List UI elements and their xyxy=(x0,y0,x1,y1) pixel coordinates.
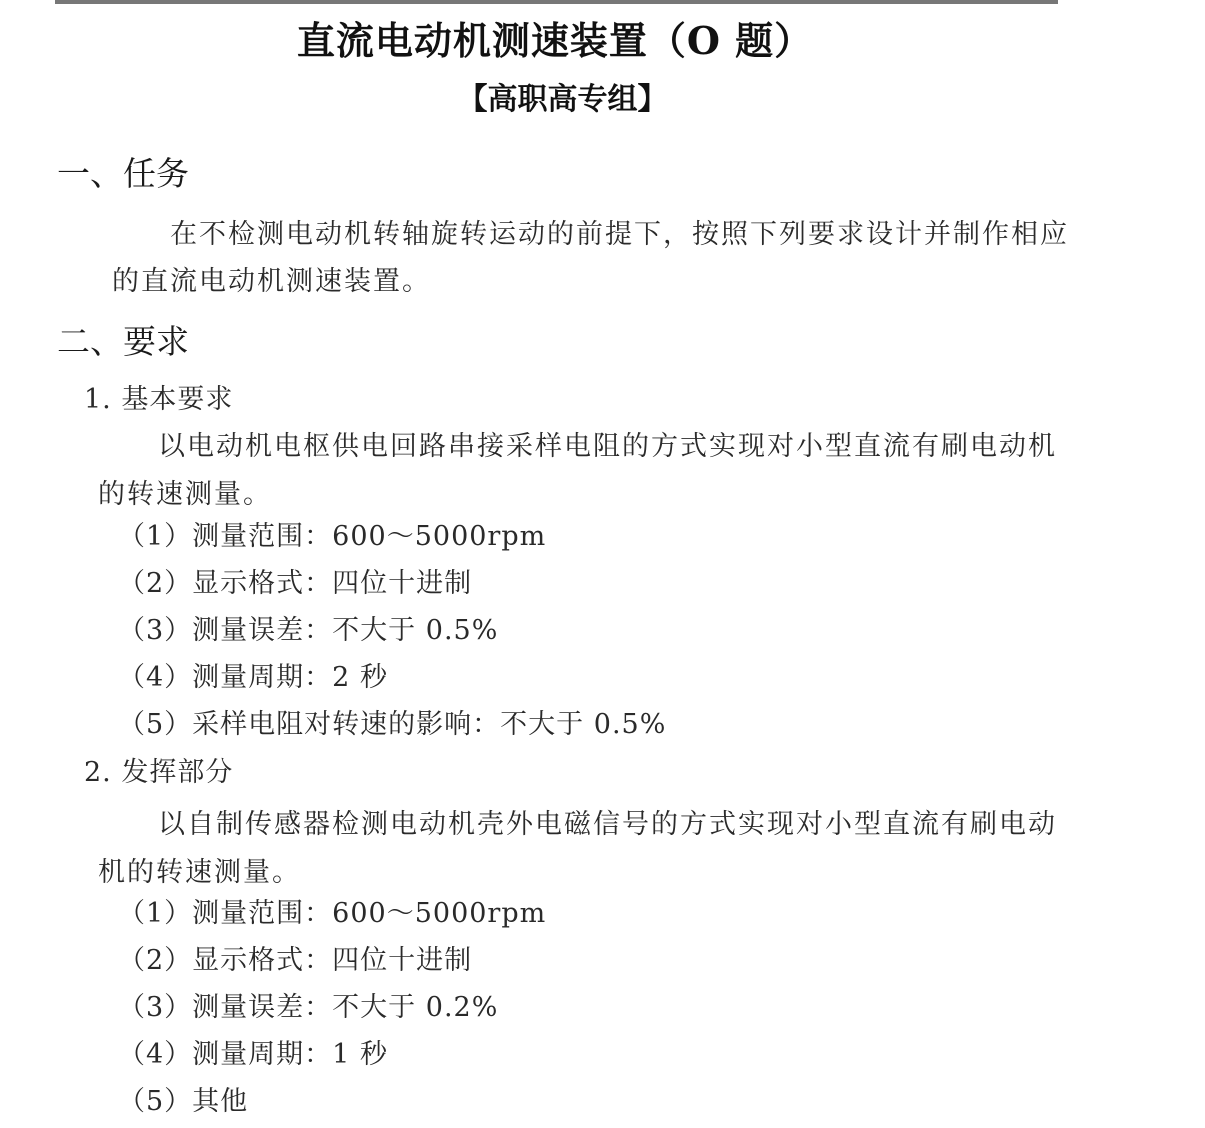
top-rule xyxy=(55,0,1058,4)
task-paragraph-line2: 的直流电动机测速装置。 xyxy=(112,266,431,297)
task-paragraph-line1: 在不检测电动机转轴旋转运动的前提下，按照下列要求设计并制作相应 xyxy=(170,219,1069,250)
document-subtitle: 【高职高专组】 xyxy=(457,82,668,117)
extended-item: （2）显示格式：四位十进制 xyxy=(118,945,473,976)
basic-item: （5）采样电阻对转速的影响：不大于 0.5% xyxy=(118,709,667,740)
basic-item: （1）测量范围：600～5000rpm xyxy=(118,521,547,552)
basic-requirements-heading: 1. 基本要求 xyxy=(84,384,234,415)
basic-item: （2）显示格式：四位十进制 xyxy=(118,568,473,599)
extended-paragraph-line2: 机的转速测量。 xyxy=(98,857,301,888)
basic-paragraph-line1: 以电动机电枢供电回路串接采样电阻的方式实现对小型直流有刷电动机 xyxy=(158,431,1057,462)
extended-requirements-heading: 2. 发挥部分 xyxy=(84,757,234,788)
extended-paragraph-line1: 以自制传感器检测电动机壳外电磁信号的方式实现对小型直流有刷电动 xyxy=(158,809,1057,840)
extended-item: （5）其他 xyxy=(118,1086,249,1117)
section-heading-requirements: 二、要求 xyxy=(57,322,189,361)
section-heading-task: 一、任务 xyxy=(57,154,189,193)
basic-item: （4）测量周期：2 秒 xyxy=(118,662,388,693)
basic-paragraph-line2: 的转速测量。 xyxy=(98,479,272,510)
extended-item: （4）测量周期：1 秒 xyxy=(118,1039,388,1070)
document-title: 直流电动机测速装置（O 题） xyxy=(296,18,814,63)
basic-item: （3）测量误差：不大于 0.5% xyxy=(118,615,499,646)
extended-item: （3）测量误差：不大于 0.2% xyxy=(118,992,499,1023)
extended-item: （1）测量范围：600～5000rpm xyxy=(118,898,547,929)
